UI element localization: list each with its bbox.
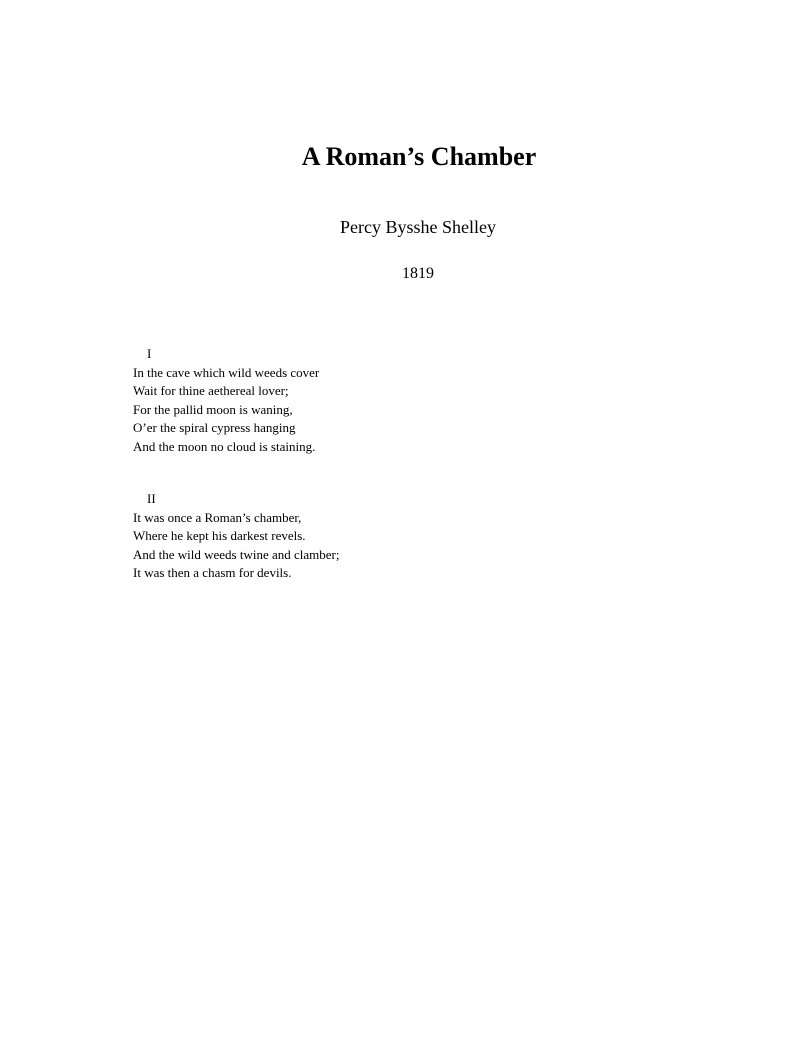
stanza-2 xyxy=(133,490,340,583)
poem-line: Wait for thine aethereal lover; xyxy=(133,383,289,399)
poem-line: O’er the spiral cypress hanging xyxy=(133,420,296,436)
stanza-1 xyxy=(133,345,319,457)
poem-year: 1819 xyxy=(402,265,434,282)
poem-line: It was once a Roman’s chamber, xyxy=(133,509,302,525)
poem-author: Percy Bysshe Shelley xyxy=(340,217,496,237)
poem-line: Where he kept his darkest revels. xyxy=(133,528,306,544)
poem-title: A Roman’s Chamber xyxy=(301,142,537,171)
poem-line: And the wild weeds twine and clamber; xyxy=(133,546,340,562)
stanza-number: II xyxy=(147,491,156,506)
stanza-number: I xyxy=(147,346,152,361)
poem-line: In the cave which wild weeds cover xyxy=(133,364,320,380)
poem-line: For the pallid moon is waning, xyxy=(133,401,293,417)
poem-line: It was then a chasm for devils. xyxy=(133,565,292,581)
poem-line: And the moon no cloud is staining. xyxy=(133,438,316,454)
